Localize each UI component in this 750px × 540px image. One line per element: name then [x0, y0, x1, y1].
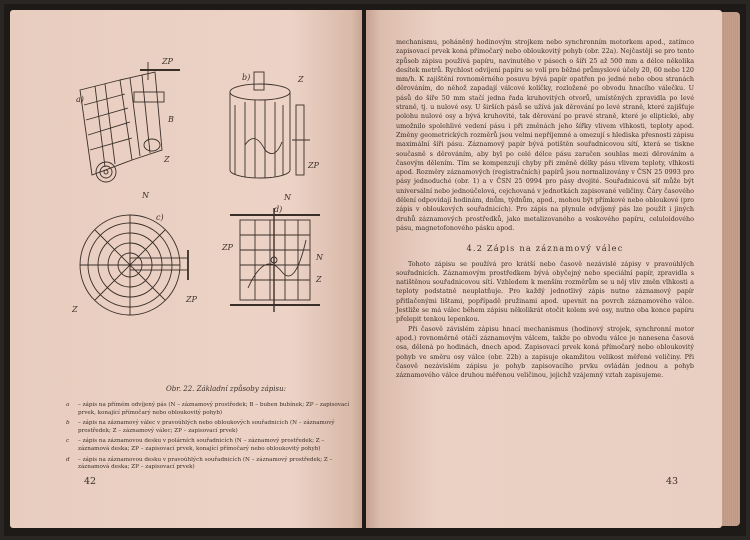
right-page-text	[396, 38, 694, 380]
figure-d	[230, 208, 320, 312]
legend-key: c	[66, 438, 70, 445]
label-zp-a: ZP	[162, 57, 173, 66]
label-zp-b: ZP	[308, 161, 319, 170]
legend-text: – zápis na záznamovou desku v pravoúhlých souřadnicích (N – záznamový prostředek; Z – záznamová deska; ZP – zapisovací prvek)	[78, 456, 333, 471]
label-d: d)	[274, 205, 283, 214]
label-a: a)	[76, 95, 84, 104]
page-number-left: 42	[84, 476, 97, 487]
label-z-a: Z	[164, 155, 170, 164]
legend-key: d	[66, 456, 70, 463]
label-n-d: N	[316, 253, 323, 262]
left-page	[10, 10, 362, 528]
paragraph-1: mechanismu, poháněný hodinovým strojkem nebo synchronním motorkem apod., zatímco zapisovací prvek koná přímočarý nebo obloukovitý pohyb (obr. 22a). Nejčastěji se pro tento způsob zápisu používá papíru, navinutého v pásech o šíři 25 až 500 mm a délce několika desítek metrů. Rychlost odvíjení papíru se volí pro běžné průmyslové účely 20, 60 nebo 120 mm/h. K zajištění rovnoměrného posuvu bývá papír opatřen po jedné nebo obou stranách děrováním, do něhož zapadají válcové kolíčky, rozložené po obvodu hnacího válečku. U pásů do šíře 50 mm stačí jedna řada kruhovitých otvorů, umístěných zpravidla po levé straně, tj. u nulové osy. U širších pásů se užívá jak děrování po levé straně, které zajišťuje polohu nulové osy a bývá kruhovité, tak děrování po pravé straně, které je eliptické, aby umožnilo spolehlivé vedení pásu i při změnách jeho šířky vlivem vlhkosti, teploty apod. Změny geometrických rozměrů jsou velmi nepříjemné a omezují s hlediska přesnosti zápisu maximální šíři pásu. Záznamový papír bývá potištěn souřadnicovou sítí, která se tiskne současně s děrováním, aby byl po celé délce pásu zaručen souhlas mezi děrováním a časovým dělením. Tím se kompenzují chyby při změně délky pásu vlivem teploty, vlhkosti apod. Rozměry záznamových (registračních) papírů jsou normalizovány v ČSN 25 0993 pro pásy jednoduché (obr. 1) a v ČSN 25 0994 pro pásy dvojité. Souřadnicová síť může být universální nebo jednoúčelová, cejchovaná v jednotkách zapisované veličiny. Čáry časového dělení odpovídají hodinám, dnům, týdnům, apod., mohou být přímkové nebo obloukové (pro zápis v obloukových souřadnicích). Pro zápis na plynule odvíjený pás lze použít i jiných druhů záznamových prostředků, jako metalizovaného a voskového papíru, celuloidového pásu, magnetofonového pásku apod.	[396, 38, 694, 232]
label-zp-d: ZP	[222, 243, 233, 252]
legend-key: b	[66, 420, 70, 427]
legend-text: – zápis na přímém odvíjený pás (N – záznamový prostředek; B – buben bubínek; ZP – zapisovací prvek, konající přímočarý nebo obloukovitý pohyb)	[78, 402, 350, 416]
paragraph-2: Tohoto zápisu se používá pro krátší nebo časově nezávislé zápisy v pravoúhlých souřadnicích. Záznamovým prostředkem bývá obyčejný nebo speciální papír, zpravidla s natištěnou souřadnicovou sítí. Vzhledem k menším rozměrům se u něj vliv změn vlhkosti a teploty podstatně neuplatňuje. Pro každý jednotlivý zápis nutno záznamový papír přitlačenými lištami, popřípadě pružinami apod. upevnit na povrch záznamového válce. Jestliže se má válec během zápisu několikrát otočit kolem své osy, nutno oba konce papíru přelepit tenkou lepenkou.	[396, 259, 694, 324]
figure-c	[80, 215, 188, 315]
legend-text: – zápis na záznamovou desku v polárních souřadnicích (N – záznamový prostředek; Z – záznamová deska; ZP – zapisovací prvek, konající přímočarý nebo obloukovitý pohyb)	[78, 438, 325, 452]
figure-caption-title: Obr. 22. Základní způsoby zápisu:	[166, 385, 286, 393]
label-b-a: B	[168, 115, 174, 124]
figure-b	[230, 72, 310, 178]
label-n-b: N	[284, 193, 291, 202]
label-z-c: Z	[72, 305, 78, 314]
paragraph-3: Při časově závislém zápisu hnací mechanismus (hodinový strojek, synchronní motor apod.) rovnoměrně otáčí záznamovým válcem, takže po obvodu válce je nanesena časová osa, dělená po hodinách, dnech apod. Zapisovací prvek koná přímočarý nebo obloukovitý pohyb ve směru osy válce (obr. 22b) a zapisuje okamžitou velikost měřené veličiny. Při časově nezávislém zápisu je pohyb zapisovacího prvku ovládán jednou a pohyb záznamového válce druhou měřenou veličinou, jejichž vzájemný vztah zapisujeme.	[396, 324, 694, 380]
legend-item	[66, 457, 352, 472]
figure-22	[70, 50, 350, 350]
label-b: b)	[242, 73, 251, 82]
legend-item	[66, 402, 352, 417]
legend-key: a	[66, 402, 70, 408]
label-c: c)	[156, 213, 164, 222]
label-z-b: Z	[298, 75, 304, 84]
figure-a	[80, 62, 180, 182]
legend-item	[66, 420, 352, 435]
figure-legend	[66, 402, 352, 475]
page-edges	[722, 12, 740, 526]
open-book	[4, 4, 746, 536]
label-n-a: N	[142, 191, 149, 200]
label-zp-c: ZP	[186, 295, 197, 304]
legend-text: – zápis na záznamový válec v pravoúhlých nebo obloukových souřadnicích (N – záznamový prostředek; Z – záznamový válec; ZP – zapisovací prvek)	[78, 420, 335, 434]
label-z-d: Z	[316, 275, 322, 284]
figure-22-drawing	[70, 50, 350, 350]
section-heading: 4.2 Zápis na záznamový válec	[466, 243, 624, 254]
page-number-right: 43	[666, 476, 679, 487]
legend-item	[66, 438, 352, 453]
